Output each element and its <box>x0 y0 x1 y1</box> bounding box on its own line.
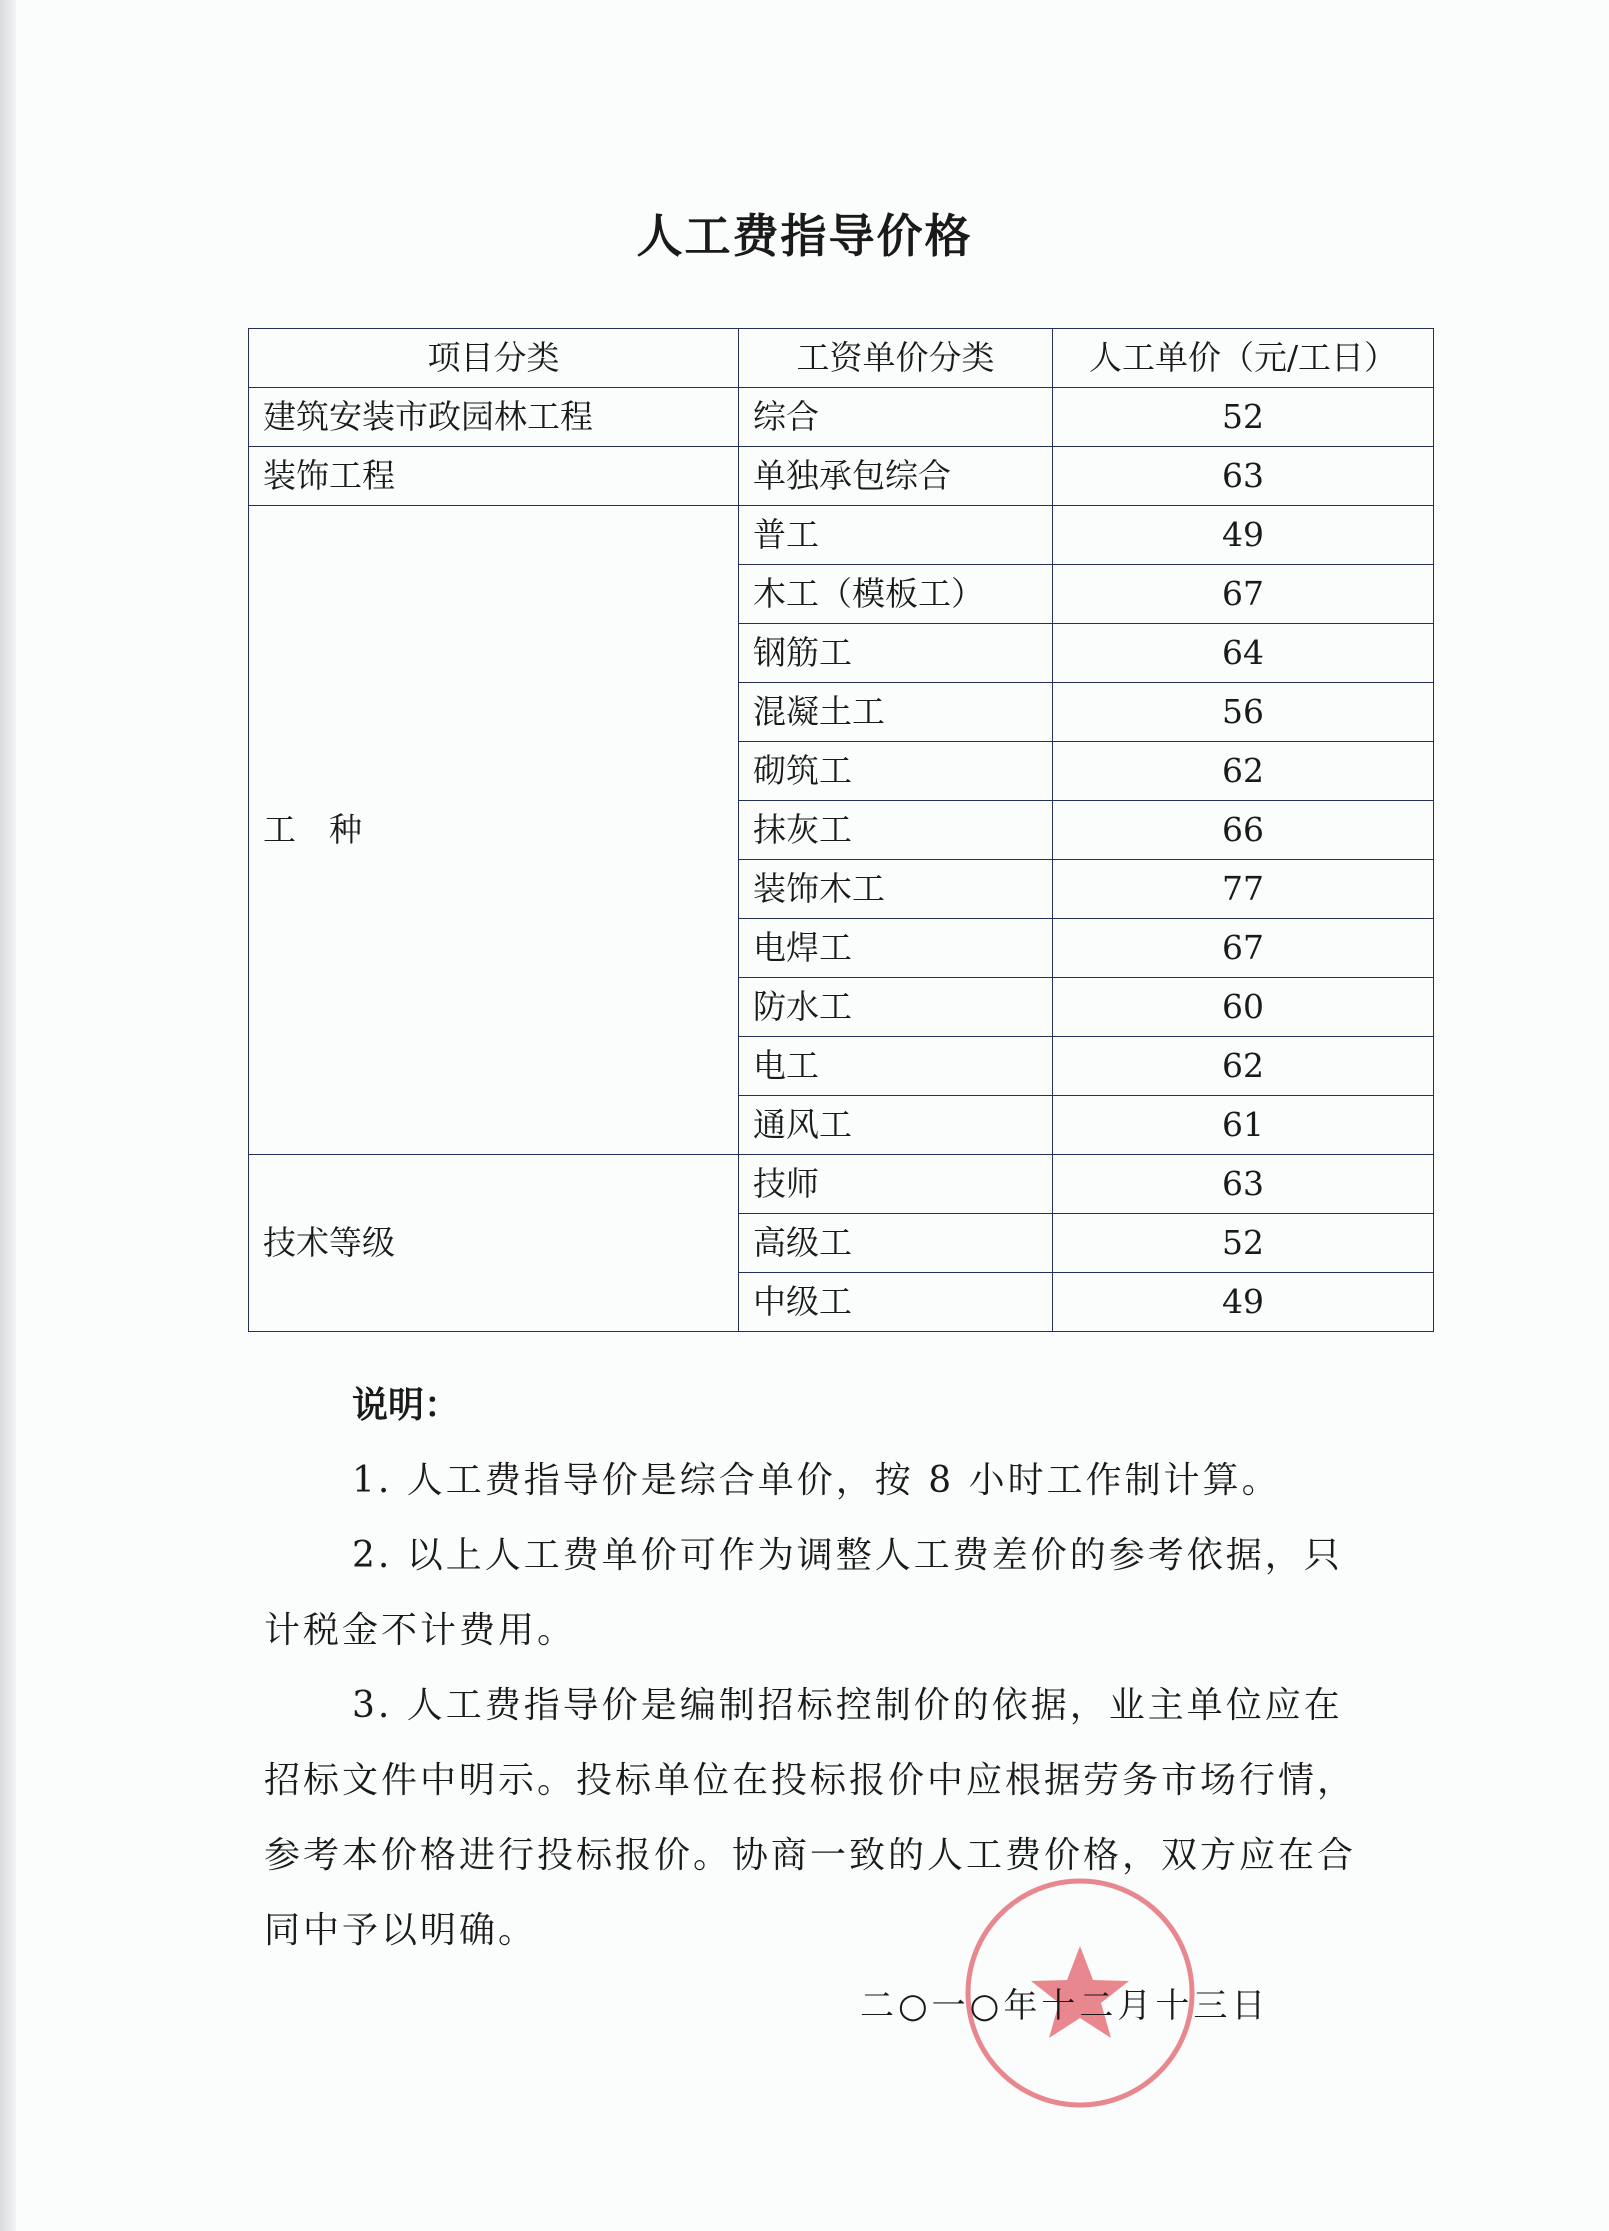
row-wage-type: 木工（模板工） <box>739 565 1053 624</box>
group-category: 工 种 <box>249 506 739 1155</box>
row-wage-type: 钢筋工 <box>739 624 1053 683</box>
row-unit-price: 60 <box>1053 978 1434 1037</box>
row-unit-price: 61 <box>1053 1096 1434 1155</box>
table-row <box>249 388 1434 447</box>
note-item-3: 3. 人工费指导价是编制招标控制价的依据，业主单位应在招标文件中明示。投标单位在投标报价中应根据劳务市场行情，参考本价格进行投标报价。协商一致的人工费价格，双方应在合同中予以明确。 <box>264 1685 1357 1951</box>
scan-edge <box>0 0 16 2231</box>
row-wage-type: 混凝土工 <box>739 683 1053 742</box>
row-wage-type: 中级工 <box>739 1273 1053 1332</box>
row-unit-price: 56 <box>1053 683 1434 742</box>
row-wage-type: 单独承包综合 <box>739 447 1053 506</box>
issue-date: 二○一○年十二月十三日 <box>860 1986 1270 2026</box>
table-row <box>249 1155 1434 1214</box>
row-unit-price: 67 <box>1053 919 1434 978</box>
row-unit-price: 52 <box>1053 1214 1434 1273</box>
header-wage-type: 工资单价分类 <box>739 329 1053 388</box>
row-unit-price: 67 <box>1053 565 1434 624</box>
notes-heading: 说明： <box>352 1385 461 1426</box>
row-unit-price: 63 <box>1053 447 1434 506</box>
row-unit-price: 52 <box>1053 388 1434 447</box>
row-unit-price: 64 <box>1053 624 1434 683</box>
group-category: 技术等级 <box>249 1155 739 1332</box>
row-unit-price: 49 <box>1053 1273 1434 1332</box>
row-unit-price: 63 <box>1053 1155 1434 1214</box>
row-unit-price: 66 <box>1053 801 1434 860</box>
row-wage-type: 抹灰工 <box>739 801 1053 860</box>
row-unit-price: 62 <box>1053 742 1434 801</box>
note-item-1: 1. 人工费指导价是综合单价，按 8 小时工作制计算。 <box>352 1460 1281 1501</box>
row-wage-type: 防水工 <box>739 978 1053 1037</box>
row-wage-type: 技师 <box>739 1155 1053 1214</box>
table-header-row <box>249 329 1434 388</box>
row-wage-type: 砌筑工 <box>739 742 1053 801</box>
price-table <box>248 328 1434 1332</box>
row-wage-type: 普工 <box>739 506 1053 565</box>
note-item-2: 2. 以上人工费单价可作为调整人工费差价的参考依据，只计税金不计费用。 <box>264 1535 1343 1651</box>
page-title: 人工费指导价格 <box>636 209 973 263</box>
row-category: 建筑安装市政园林工程 <box>249 388 739 447</box>
header-unit-price: 人工单价（元/工日） <box>1053 329 1434 388</box>
table-row <box>249 506 1434 565</box>
row-unit-price: 62 <box>1053 1037 1434 1096</box>
row-unit-price: 49 <box>1053 506 1434 565</box>
row-wage-type: 装饰木工 <box>739 860 1053 919</box>
header-category: 项目分类 <box>249 329 739 388</box>
row-wage-type: 通风工 <box>739 1096 1053 1155</box>
row-wage-type: 高级工 <box>739 1214 1053 1273</box>
row-wage-type: 综合 <box>739 388 1053 447</box>
row-unit-price: 77 <box>1053 860 1434 919</box>
table-row <box>249 447 1434 506</box>
row-category: 装饰工程 <box>249 447 739 506</box>
row-wage-type: 电工 <box>739 1037 1053 1096</box>
row-wage-type: 电焊工 <box>739 919 1053 978</box>
